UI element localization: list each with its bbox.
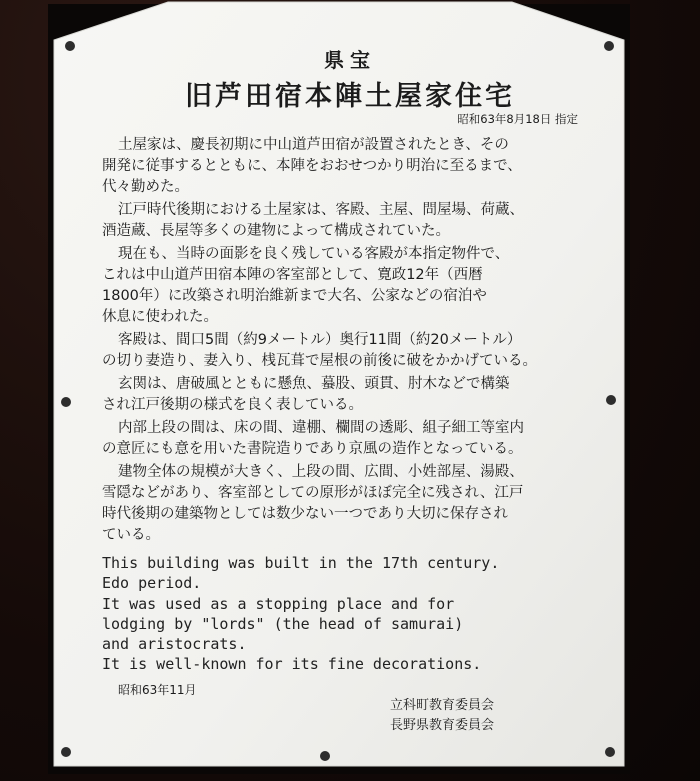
sign-heading: 県宝 bbox=[324, 48, 376, 72]
jp-text-line: 江戸時代後期における土屋家は、客殿、主屋、問屋場、荷蔵、 bbox=[118, 202, 524, 218]
jp-text-line: 客殿は、間口5間（約9メートル）奥行11間（約20メートル） bbox=[118, 332, 522, 348]
jp-text-line: ている。 bbox=[102, 527, 160, 543]
jp-text-line: 休息に使われた。 bbox=[102, 309, 218, 325]
jp-text-line: され江戸後期の様式を良く表している。 bbox=[102, 397, 363, 413]
jp-text-line: の切り妻造り、妻入り、桟瓦葺で屋根の前後に破をかかげている。 bbox=[102, 353, 537, 369]
jp-text-line: 開発に従事するとともに、本陣をおおせつかり明治に至るまで、 bbox=[102, 158, 522, 174]
jp-text-line: 時代後期の建築物としては数少ない一つであり大切に保存され bbox=[102, 506, 508, 522]
jp-text-line: 土屋家は、慶長初期に中山道芦田宿が設置されたとき、その bbox=[118, 137, 509, 153]
jp-text-line: 玄関は、唐破風とともに懸魚、蟇股、頭貫、肘木などで構築 bbox=[118, 376, 510, 392]
issuer-town-board: 立科町教育委員会 bbox=[390, 698, 495, 713]
en-text-line: This building was built in the 17th century. bbox=[102, 554, 500, 572]
jp-text-line: の意匠にも意を用いた書院造りであり京風の造作となっている。 bbox=[102, 441, 523, 457]
issuer-prefecture-board: 長野県教育委員会 bbox=[390, 718, 495, 733]
jp-text-line: 建物全体の規模が大きく、上段の間、広間、小姓部屋、湯殿、 bbox=[118, 464, 524, 480]
jp-text-line: 酒造蔵、長屋等多くの建物によって構成されていた。 bbox=[102, 223, 450, 239]
sign-title: 旧芦田宿本陣土屋家住宅 bbox=[185, 81, 515, 112]
en-text-line: It is well-known for its fine decorations. bbox=[102, 655, 482, 673]
jp-text-line: これは中山道芦田宿本陣の客室部として、寛政12年（西暦 bbox=[102, 267, 483, 283]
jp-text-line: 1800年）に改築され明治維新まで大名、公家などの宿泊や bbox=[102, 288, 487, 304]
jp-text-line: 内部上段の間は、床の間、違棚、欄間の透彫、組子細工等室内 bbox=[118, 420, 524, 436]
designation-date: 昭和63年8月18日 指定 bbox=[457, 112, 578, 126]
jp-text-line: 現在も、当時の面影を良く残している客殿が本指定物件で、 bbox=[118, 246, 510, 262]
issue-date: 昭和63年11月 bbox=[118, 683, 197, 697]
jp-text-line: 雪隠などがあり、客室部としての原形がほぼ完全に残され、江戸 bbox=[102, 485, 524, 501]
en-text-line: It was used as a stopping place and for bbox=[102, 595, 455, 613]
en-text-line: and aristocrats. bbox=[102, 635, 247, 653]
en-text-line: lodging by "lords" (the head of samurai) bbox=[102, 615, 464, 633]
jp-text-line: 代々勤めた。 bbox=[102, 179, 189, 195]
en-text-line: Edo period. bbox=[102, 574, 202, 592]
